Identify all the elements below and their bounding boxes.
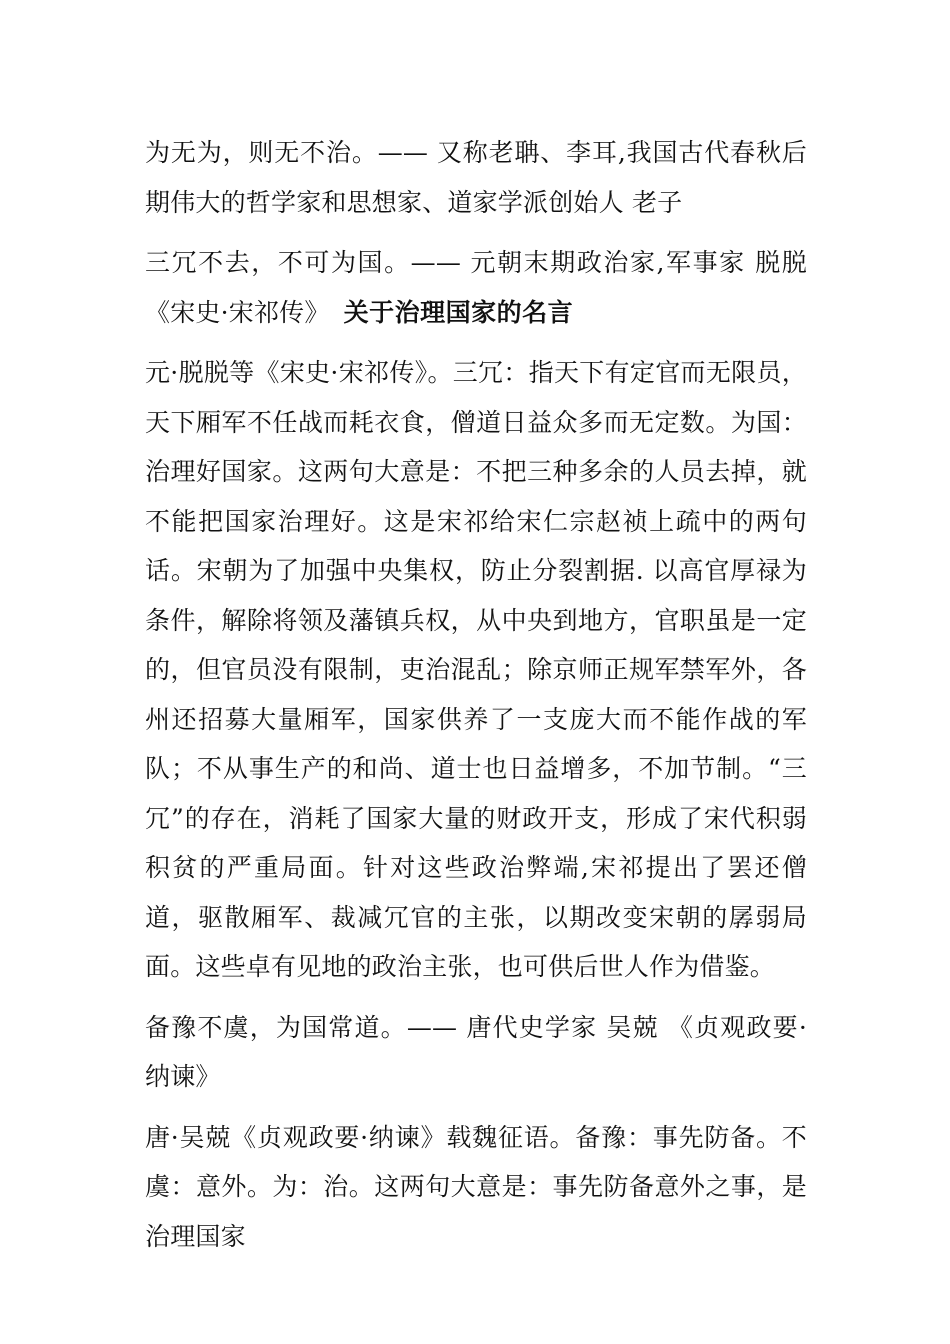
quote-songqi — [145, 238, 807, 337]
paragraph-text: 唐·吴兢《贞观政要·纳谏》载魏征语。备豫：事先防备。不虞：意外。为：治。这两句大意是：事先防备意外之事，是治理国家 — [145, 1122, 807, 1251]
quote-laozi — [145, 128, 807, 227]
paragraph-text: 为无为，则无不治。—— 又称老聃、李耳,我国古代春秋后期伟大的哲学家和思想家、道家学派创始人 老子 — [145, 138, 807, 217]
quote-wujing — [145, 1003, 807, 1102]
paragraph-text: 元·脱脱等《宋史·宋祁传》。三冗：指天下有定官而无限员，天下厢军不任战而耗衣食，僧道日益众多而无定数。为国：治理好国家。这两句大意是：不把三种多余的人员去掉，就不能把国家治理好。这是宋祁给宋仁宗赵祯上疏中的两句话。宋朝为了加强中央集权，防止分裂割据. 以高官厚禄为条件，解除将领及藩镇兵权，从中央到地方，官职虽是一定的，但官员没有限制，吏治混乱；除京师正规军禁军外，各州还招募大量厢军，国家供养了一支庞大而不能作战的军队；不从事生产的和尚、道士也日益增多，不加节制。“三冗”的存在，消耗了国家大量的财政开支，形成了宋代积弱积贫的严重局面。针对这些政治弊端,宋祁提出了罢还僧道，驱散厢军、裁减冗官的主张，以期改变宋朝的孱弱局面。这些卓有见地的政治主张，也可供后世人作为借鉴。 — [145, 358, 807, 981]
document-body — [145, 128, 807, 1272]
explanation-wujing — [145, 1113, 807, 1262]
paragraph-text: 三冗不去，不可为国。—— 元朝末期政治家,军事家 脱脱《宋史·宋祁传》 — [145, 248, 807, 327]
explanation-songqi — [145, 348, 807, 992]
paragraph-text: 备豫不虞，为国常道。—— 唐代史学家 吴兢 《贞观政要·纳谏》 — [145, 1012, 807, 1091]
section-heading: 关于治理国家的名言 — [343, 297, 574, 327]
